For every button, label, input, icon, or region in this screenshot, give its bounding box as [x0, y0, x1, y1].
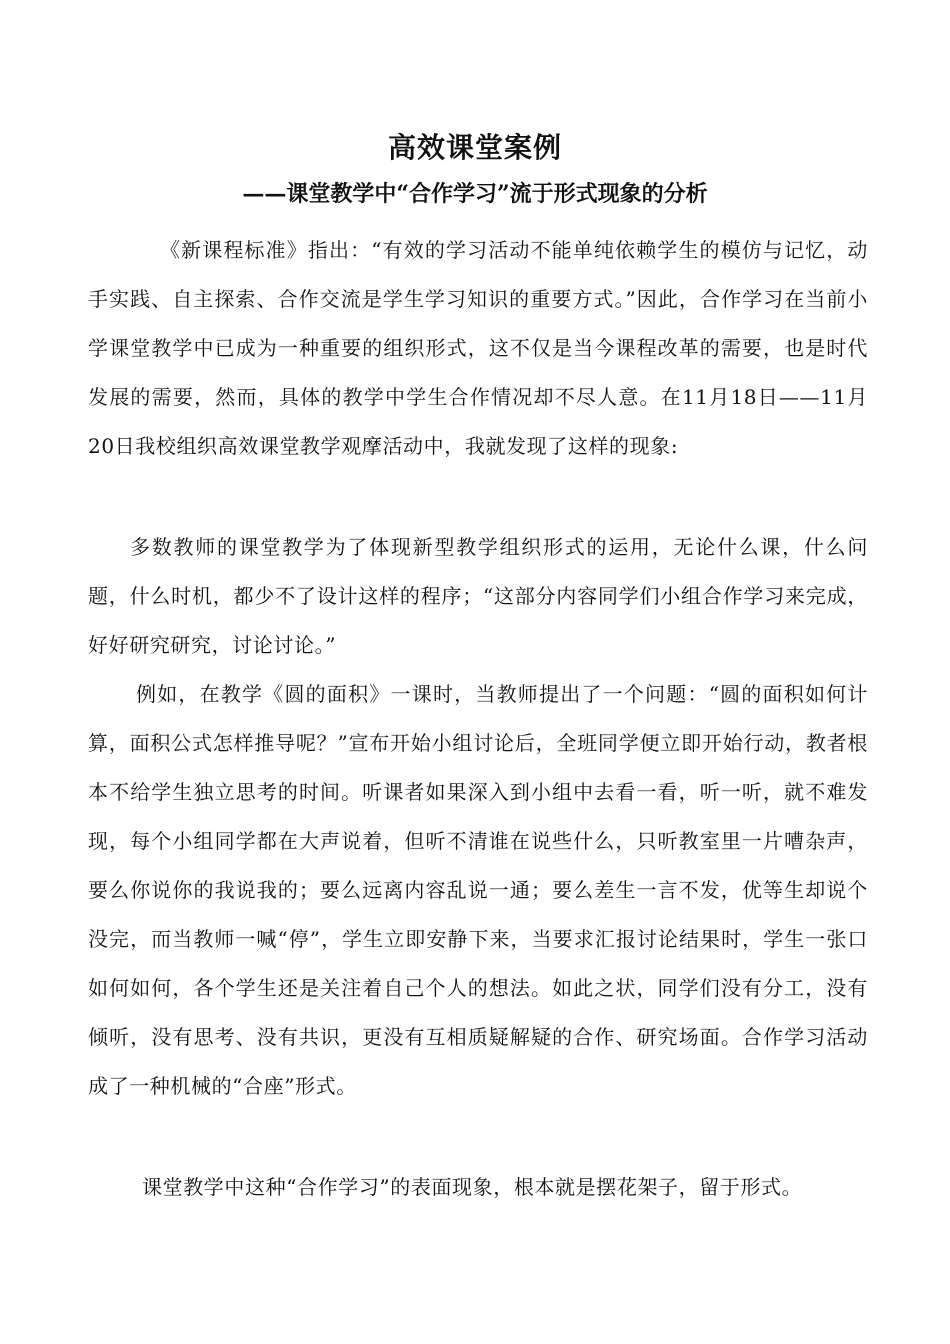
paragraph-block [88, 226, 868, 471]
paragraph: 课堂教学中这种“合作学习”的表面现象，根本就是摆花架子，留于形式。 [142, 1175, 803, 1199]
paragraph: 例如，在教学《圆的面积》一课时，当教师提出了一个问题：“圆的面积如何计算，面积公式怎样推导呢？”宣布开始小组讨论后，全班同学便立即开始行动，教者根本不给学生独立思考的时间。听课者如果深入到小组中去看一看，听一听，就不难发现，每个小组同学都在大声说着，但听不清谁在说些什么，只听教室里一片嘈杂声，要么你说你的我说我的；要么远离内容乱说一通；要么差生一言不发，优等生却说个没完，而当教师一喊“停”，学生立即安静下来，当要求汇报讨论结果时，学生一张口如何如何，各个学生还是关注着自己个人的想法。如此之状，同学们没有分工，没有倾听，没有思考、没有共识，更没有互相质疑解疑的合作、研究场面。合作学习活动成了一种机械的“合座”形式。 [88, 682, 868, 1098]
paragraph: 多数教师的课堂教学为了体现新型教学组织形式的运用，无论什么课，什么问题，什么时机，都少不了设计这样的程序；“这部分内容同学们小组合作学习来完成，好好研究研究，讨论讨论。” [88, 535, 868, 657]
paragraph-block [88, 523, 868, 670]
paragraph-block [88, 1163, 868, 1212]
paragraph-block [88, 670, 868, 1111]
document-subtitle: ——课堂教学中“合作学习”流于形式现象的分析 [242, 181, 708, 207]
paragraph: 《新课程标准》指出：“有效的学习活动不能单纯依赖学生的模仿与记忆，动手实践、自主探索、合作交流是学生学习知识的重要方式。”因此，合作学习在当前小学课堂教学中已成为一种重要的组织形式，这不仅是当今课程改革的需要，也是时代发展的需要，然而，具体的教学中学生合作情况却不尽人意。在11月18日——11月20日我校组织高效课堂教学观摩活动中，我就发现了这样的现象: [88, 238, 868, 458]
document-title: 高效课堂案例 [387, 131, 562, 164]
